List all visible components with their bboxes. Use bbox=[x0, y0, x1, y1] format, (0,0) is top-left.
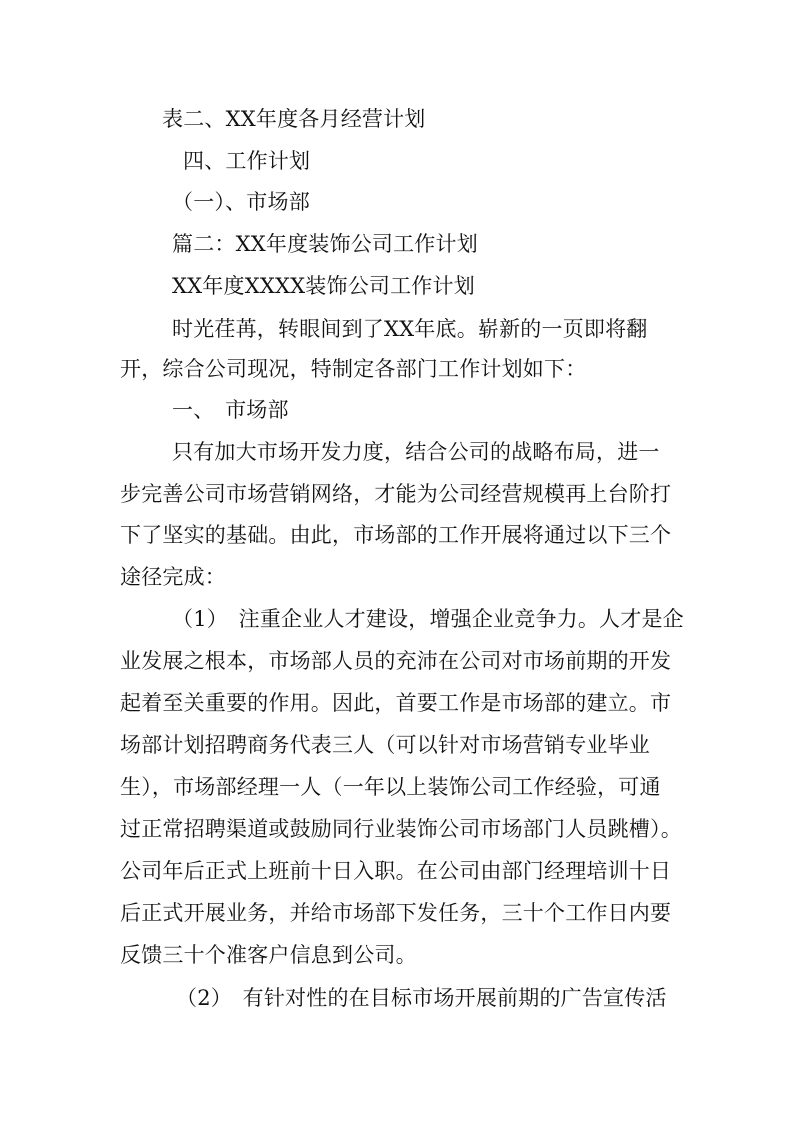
paragraph-1-line: 步完善公司市场营销网络，才能为公司经营规模再上台阶打 bbox=[120, 482, 672, 506]
paragraph-2-line: 场部计划招聘商务代表三人（可以针对市场营销专业毕业 bbox=[120, 733, 650, 757]
paragraph-2-line: 后正式开展业务，并给市场部下发任务，三十个工作日内要 bbox=[120, 901, 672, 925]
section-1-title: 一、 市场部 bbox=[172, 398, 289, 422]
paragraph-1-line: 只有加大市场开发力度，结合公司的战略布局，进一 bbox=[172, 440, 660, 464]
paragraph-2-line: 业发展之根本，市场部人员的充沛在公司对市场前期的开发 bbox=[120, 649, 672, 673]
paragraph-2-line: 反馈三十个准客户信息到公司。 bbox=[120, 943, 417, 967]
paragraph-2-line: 公司年后正式上班前十日入职。在公司由部门经理培训十日 bbox=[120, 859, 672, 883]
paragraph-1-line: 下了坚实的基础。由此，市场部的工作开展将通过以下三个 bbox=[120, 523, 672, 547]
heading-part-2: 篇二：XX年度装饰公司工作计划 bbox=[172, 232, 478, 256]
intro-line: 开，综合公司现况，特制定各部门工作计划如下： bbox=[120, 357, 587, 381]
paragraph-1-line: 途径完成： bbox=[120, 565, 226, 589]
heading-market-subsection: （一）、市场部 bbox=[172, 190, 310, 214]
paragraph-2-line: 过正常招聘渠道或鼓励同行业装饰公司市场部门人员跳槽）。 bbox=[120, 817, 682, 841]
intro-line: 时光荏苒，转眼间到了XX年底。崭新的一页即将翻 bbox=[172, 317, 648, 341]
heading-table-2: 表二、XX年度各月经营计划 bbox=[162, 107, 426, 131]
paragraph-2-line: （1） 注重企业人才建设，增强企业竞争力。人才是企 bbox=[172, 607, 684, 631]
paragraph-2-line: 生），市场部经理一人（一年以上装饰公司工作经验，可通 bbox=[120, 775, 661, 799]
paragraph-2-line: 起着至关重要的作用。因此，首要工作是市场部的建立。市 bbox=[120, 691, 672, 715]
plan-title: XX年度XXXX装饰公司工作计划 bbox=[172, 274, 475, 298]
paragraph-3-line: （2） 有针对性的在目标市场开展前期的广告宣传活 bbox=[176, 986, 667, 1010]
heading-section-4: 四、工作计划 bbox=[183, 149, 311, 173]
